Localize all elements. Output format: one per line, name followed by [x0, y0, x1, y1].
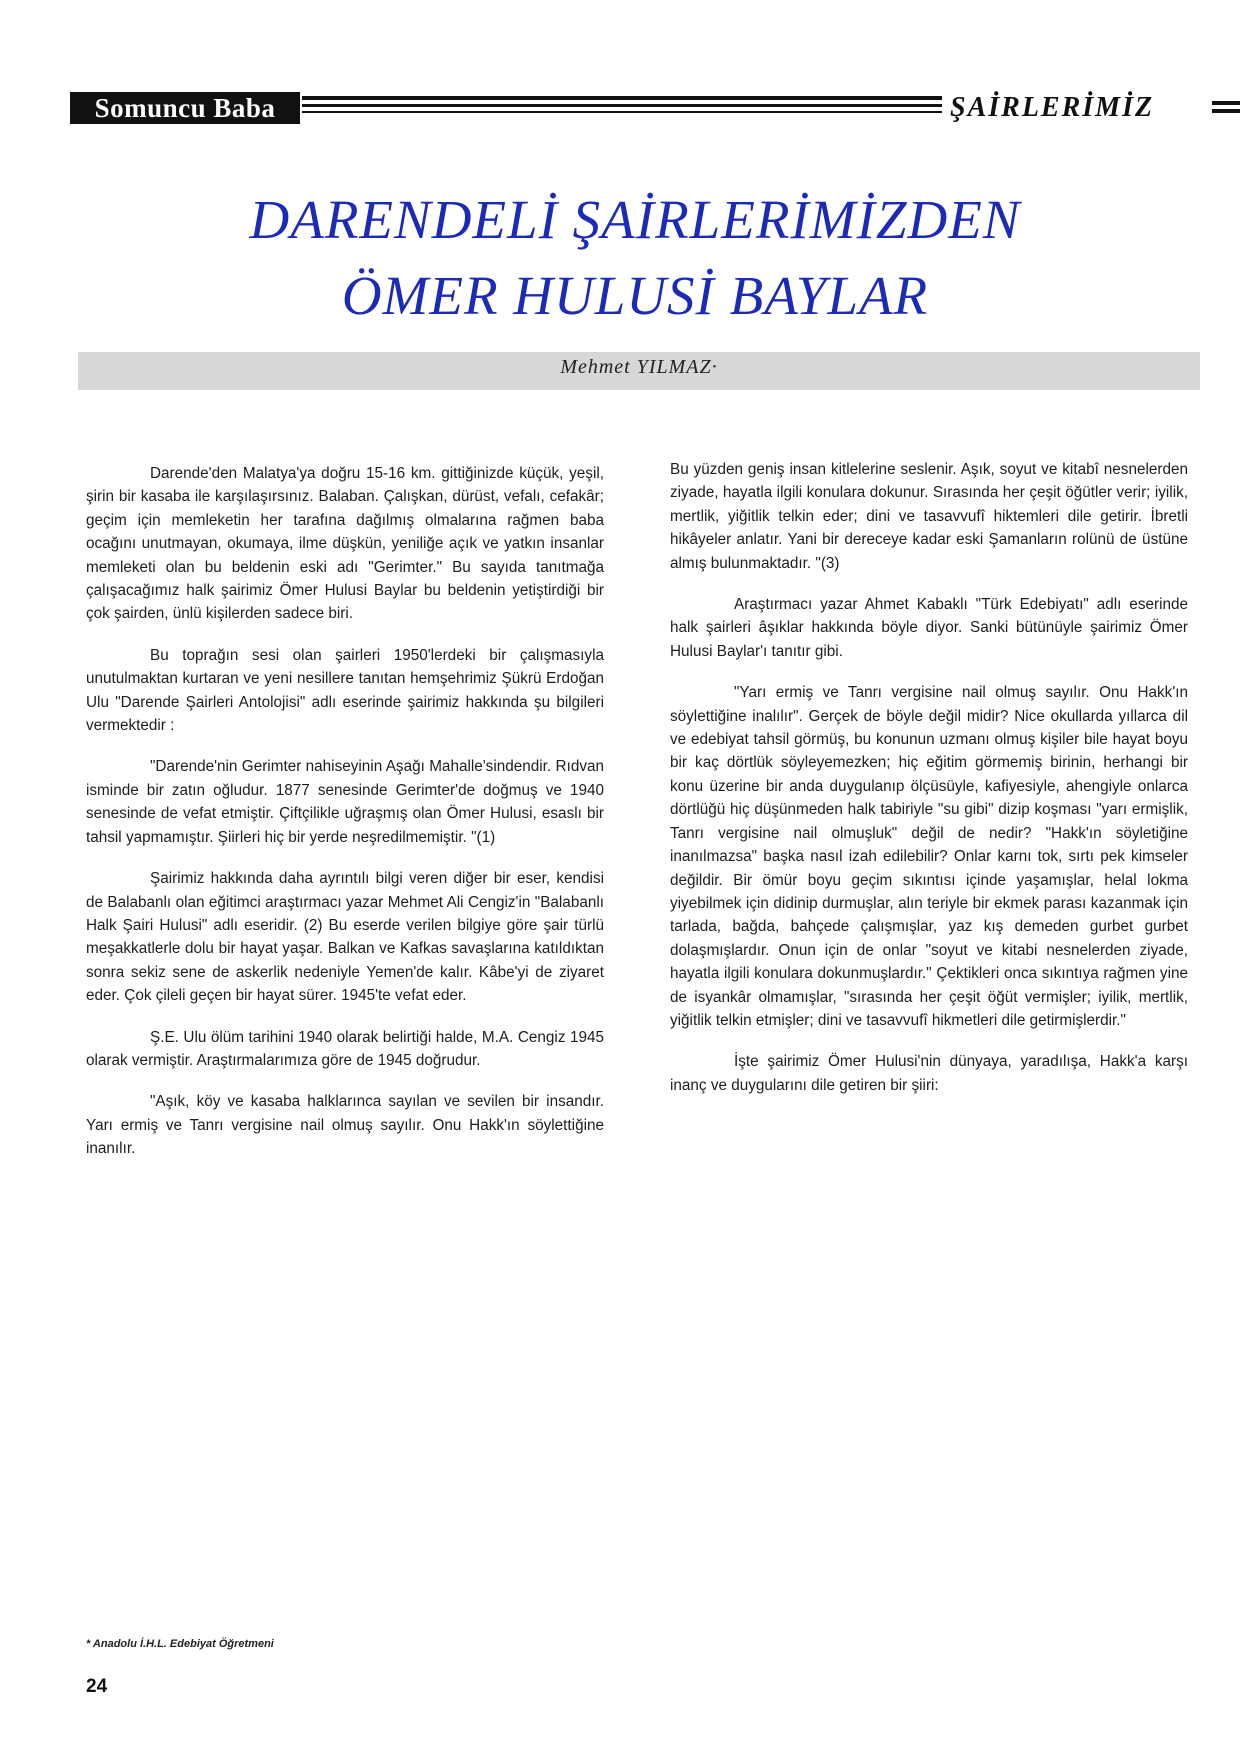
- byline-band: [78, 352, 1200, 390]
- header-rule: [302, 104, 942, 107]
- paragraph: "Darende'nin Gerimter nahiseyinin Aşağı Mahalle'sindendir. Rıdvan isminde bir zatın oğludur. 1877 senesinde Gerimter'de doğmuş ve 1940 senesinde de vefat etmiştir. Çiftçilikle uğraşmış olan Ömer Hulusi, esaslı bir tahsil yapmamıştır. Şiirleri hiç bir yerde neşredilmemiştir. "(1): [86, 758, 604, 846]
- header-rule: [302, 111, 942, 113]
- paragraph: Bu yüzden geniş insan kitlelerine seslenir. Aşık, soyut ve kitabî nesnelerden ziyade, hayatla ilgili konulara dokunur. Sırasında her çeşit öğütler verir; iyilik, mertlik, yiğitlik telkin eder; dini ve tasavvufî hiktemleri dile getirir. İbretli hikâyeler anlatır. Yani bir dereceye kadar eski Şamanların rolünü de üstüne almış bulunmaktadır. "(3): [670, 461, 1188, 572]
- right-column: [670, 458, 1188, 1115]
- title-line-2: ÖMER HULUSİ BAYLAR: [341, 265, 929, 326]
- paragraph: Şairimiz hakkında daha ayrıntılı bilgi veren diğer bir eser, kendisi de Balabanlı olan eğitimci araştırmacı yazar Mehmet Ali Cengiz'in "Balabanlı Halk Şairi Hulusi" adlı eseridir. (2) Bu eserde verilen bilgiye göre şair türlü meşakkatlerle dolu bir hayat yaşar. Balkan ve Kafkas savaşlarına katıldıktan sonra sekiz sene de askerlik nedeniyle Yemen'de kalır. Kâbe'yi de ziyaret eder. Çok çileli geçen bir hayat sürer. 1945'te vefat eder.: [86, 870, 604, 1005]
- paragraph: İşte şairimiz Ömer Hulusi'nin dünyaya, yaradılışa, Hakk'a karşı inanç ve duygularını dile getiren bir şiiri:: [670, 1053, 1188, 1094]
- footnote: * Anadolu İ.H.L. Edebiyat Öğretmeni: [86, 1638, 274, 1650]
- section-title: ŞAİRLERİMİZ: [950, 92, 1155, 123]
- author-name: Mehmet YILMAZ·: [560, 356, 718, 378]
- section-marks: [1212, 101, 1240, 117]
- paragraph: Araştırmacı yazar Ahmet Kabaklı "Türk Edebiyatı" adlı eserinde halk şairleri âşıklar hakkında böyle diyor. Sanki bütünüyle şairimiz Ömer Hulusi Baylar'ı tanıtır gibi.: [670, 596, 1188, 660]
- paragraph: "Yarı ermiş ve Tanrı vergisine nail olmuş sayılır. Onu Hakk'ın söylettiğine inalılır". Gerçek de böyle değil midir? Nice okullarda yıllarca dil ve edebiyat tahsil görmüş, bu konunun uzmanı olmuş kişiler bile hayat boyu bir kaç dörtlük söyleyemezken; hiç eğitim görmemiş birinin, herhangi bir konu üzerine bir anda duygulanıp ölçüsüyle, kafiyesiyle, ahengiyle onlarca dörtlüğü hiç düşünmeden halk tabiriyle "su gibi" dizip koşması "yarı ermişlik, Tanrı vergisine nail olmuşluk" değil de nedir? "Hakk'ın söyletiğine inanılmazsa" başka nasıl izah edilebilir? Onlar karnı tok, sırtı pek kimseler değildir. Bir ömür boyu geçim sıkıntısı içinde yaşamışlar, helal lokma yiyebilmek için didinip durmuşlar, alın teriyle bir ekmek parası kazanmak için tarlada, bağda, bahçede çalışmışlar, yaz kış demeden gurbet gurbet dolaşmışlardır. Onun için de onlar "soyut ve kitabi nesnelerden ziyade, hayatla ilgili konulara dokunmuşlardır." Çektikleri onca sıkıntıya rağmen yine de isyankâr olmamışlar, "sırasında her çeşit öğüt vermişler; iyilik, mertlik, yiğitlik telkin etmişler; dini ve tasavvufî hikmetleri dile getirmişlerdir.": [670, 684, 1188, 1029]
- magazine-brand: Somuncu Baba: [70, 92, 300, 124]
- header-rule: [302, 96, 942, 100]
- article-title: [70, 182, 1200, 334]
- running-header: [70, 88, 1200, 128]
- paragraph: Ş.E. Ulu ölüm tarihini 1940 olarak belirtiği halde, M.A. Cengiz 1945 olarak vermiştir. Araştırmalarımıza göre de 1945 doğrudur.: [86, 1028, 604, 1069]
- page-number: 24: [86, 1676, 108, 1697]
- paragraph: "Aşık, köy ve kasaba halklarınca sayılan ve sevilen bir insandır. Yarı ermiş ve Tanrı vergisine nail olmuş sayılır. Onu Hakk'ın söylettiğine inanılır.: [86, 1093, 604, 1158]
- paragraph: Darende'den Malatya'ya doğru 15-16 km. gittiğinizde küçük, yeşil, şirin bir kasaba ile karşılaşırsınız. Balaban. Çalışkan, dürüst, vefalı, cefakâr; geçim için memleketin her tarafına dağılmış olmalarına rağmen baba ocağını unutmayan, okumaya, ilme düşkün, yeniliğe açık ve yatkın insanlar memleketi olan bu beldenin eski adı "Gerimter." Bu sayıda tanıtmağa çalışacağımız halk şairimiz Ömer Hulusi Baylar bu beldenin yetiştirdiği bir çok şairden, ünlü kişilerden sadece biri.: [86, 465, 604, 623]
- paragraph: Bu toprağın sesi olan şairleri 1950'lerdeki bir çalışmasıyla unutulmaktan kurtaran ve yeni nesillere tanıtan hemşehrimiz Şükrü Erdoğan Ulu "Darende Şairleri Antolojisi" adlı eserinde şairimiz hakkında şu bilgileri vermektedir :: [86, 646, 604, 735]
- left-column: [86, 462, 604, 1179]
- title-line-1: DARENDELİ ŞAİRLERİMİZDEN: [249, 189, 1021, 250]
